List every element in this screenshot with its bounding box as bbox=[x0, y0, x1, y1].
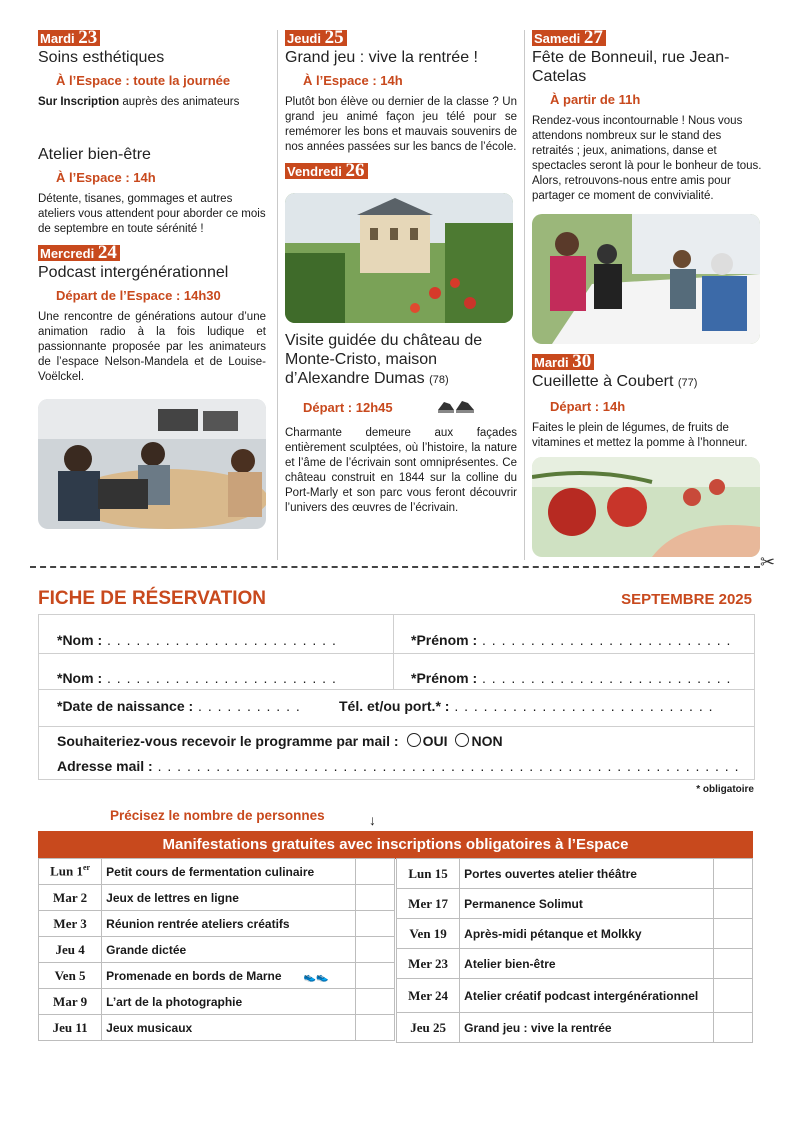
table-row: Mar 9 L’art de la photographie bbox=[39, 989, 395, 1015]
day-badge: Mardi 23 bbox=[38, 30, 100, 46]
count-cell[interactable] bbox=[355, 859, 394, 885]
day-badge: Samedi 27 bbox=[532, 30, 606, 46]
cut-line bbox=[30, 566, 760, 568]
prenom-field-1[interactable]: *Prénom : . . . . . . . . . . . . . . . . . . . . . . . . . . bbox=[411, 632, 732, 648]
column-divider bbox=[524, 30, 525, 560]
form-month: SEPTEMBRE 2025 bbox=[621, 591, 752, 608]
form-title: FICHE DE RÉSERVATION bbox=[38, 588, 267, 609]
table-row: Ven 5 Promenade en bords de Marne 👟👟 bbox=[39, 963, 395, 989]
event-title: Visite guidée du château de Monte-Cristo, maison d’Alexandre Dumas (78) bbox=[285, 332, 483, 387]
mail-field[interactable]: Adresse mail : . . . . . . . . . . . . . . . . . . . . . . . . . . . . . . . . . . . . . . . . . . . . . . . . . . . . . . . . . . . . bbox=[57, 758, 740, 774]
reservation-form bbox=[38, 614, 755, 780]
event-text: Sur Inscription auprès des animateurs bbox=[38, 96, 240, 108]
column-1 bbox=[38, 28, 266, 529]
count-cell[interactable] bbox=[713, 949, 752, 979]
count-cell[interactable] bbox=[355, 911, 394, 937]
event-time: Départ : 14h bbox=[550, 399, 626, 414]
form-row-dob bbox=[39, 689, 754, 727]
non-radio[interactable] bbox=[455, 733, 469, 747]
event-time: À l’Espace : 14h bbox=[303, 73, 403, 88]
count-cell[interactable] bbox=[355, 1015, 394, 1041]
count-cell[interactable] bbox=[713, 859, 752, 889]
event-time: Départ de l’Espace : 14h30 bbox=[56, 288, 221, 303]
event-text: Détente, tisanes, gommages et autres ateliers vous attendent pour aborder ce mois de septembre en toute sérénité ! bbox=[38, 193, 266, 235]
apples-photo bbox=[532, 457, 760, 557]
table-row: Ven 19 Après-midi pétanque et Molkky bbox=[397, 919, 753, 949]
count-cell[interactable] bbox=[713, 919, 752, 949]
day-badge: Vendredi 26 bbox=[285, 163, 368, 179]
event-title: Atelier bien-être bbox=[38, 146, 151, 163]
chateau-photo bbox=[285, 193, 513, 323]
mail-question: Souhaiteriez-vous recevoir le programme par mail : OUI NON bbox=[57, 733, 503, 749]
table-row: Mer 3 Réunion rentrée ateliers créatifs bbox=[39, 911, 395, 937]
event-time: À l’Espace : 14h bbox=[56, 170, 156, 185]
column-3 bbox=[532, 28, 764, 557]
table-row: Mer 17 Permanence Solimut bbox=[397, 889, 753, 919]
event-title: Fête de Bonneuil, rue Jean-Catelas bbox=[532, 49, 730, 85]
schedule-header: Manifestations gratuites avec inscriptions obligatoires à l’Espace bbox=[38, 831, 753, 859]
form-row-name-1 bbox=[39, 615, 754, 654]
table-row: Jeu 11 Jeux musicaux bbox=[39, 1015, 395, 1041]
tel-field[interactable]: Tél. et/ou port.* : . . . . . . . . . . . . . . . . . . . . . . . . . . . bbox=[339, 698, 714, 714]
event-text: Rendez-vous incontournable ! Nous vous attendons nombreux sur le stand des retraités ; jeux, animations, danse et spectacles seront là pour le bonheur de tous. Alors, retrouvons-nous entre amis pour partager ce moment de convivialité. bbox=[532, 115, 762, 202]
mandatory-note: * obligatoire bbox=[696, 784, 754, 795]
count-cell[interactable] bbox=[355, 963, 394, 989]
podcast-photo bbox=[38, 399, 266, 529]
event-text: Faites le plein de légumes, de fruits de vitamines et mettez la pomme à l’honneur. bbox=[532, 422, 748, 449]
table-row: Mar 2 Jeux de lettres en ligne bbox=[39, 885, 395, 911]
event-title: Cueillette à Coubert (77) bbox=[532, 373, 698, 390]
schedule-left bbox=[38, 858, 395, 1041]
event-title: Podcast intergénérationnel bbox=[38, 264, 229, 281]
day-badge: Mercredi 24 bbox=[38, 245, 120, 261]
dob-field[interactable]: *Date de naissance : . . . . . . . . . . . bbox=[57, 698, 301, 714]
count-cell[interactable] bbox=[713, 1013, 752, 1043]
nom-field-1[interactable]: *Nom : . . . . . . . . . . . . . . . . . . . . . . . . bbox=[57, 632, 337, 648]
count-cell[interactable] bbox=[713, 889, 752, 919]
nom-field-2[interactable]: *Nom : . . . . . . . . . . . . . . . . . . . . . . . . bbox=[57, 670, 337, 686]
event-time: Départ : 12h45 bbox=[303, 396, 517, 420]
sneakers-icon: 👟👟 bbox=[303, 971, 329, 983]
count-cell[interactable] bbox=[355, 989, 394, 1015]
schedule-right bbox=[396, 858, 753, 1043]
event-title: Grand jeu : vive la rentrée ! bbox=[285, 49, 478, 66]
count-cell[interactable] bbox=[355, 937, 394, 963]
table-row: Jeu 4 Grande dictée bbox=[39, 937, 395, 963]
table-row: Lun 15 Portes ouvertes atelier théâtre bbox=[397, 859, 753, 889]
day-badge: Mardi 30 bbox=[532, 354, 594, 370]
column-divider bbox=[277, 30, 278, 560]
table-row: Jeu 25 Grand jeu : vive la rentrée bbox=[397, 1013, 753, 1043]
fete-photo bbox=[532, 214, 760, 344]
event-text: Charmante demeure aux façades entièrement sculptées, où l’histoire, la nature et l’âme de l’écrivain sont omniprésentes. Ce château construit en 1844 sur la colline du Port-Marly et son parc vous feront découvrir l’univers des œuvres de l’écrivain. bbox=[285, 427, 517, 514]
prenom-field-2[interactable]: *Prénom : . . . . . . . . . . . . . . . . . . . . . . . . . . bbox=[411, 670, 732, 686]
event-text: Plutôt bon élève ou dernier de la classe ? Un grand jeu animé façon jeu télé pour se remémorer les bons et mauvais souvenirs de nos années passées sur les bancs de l’école. bbox=[285, 96, 517, 153]
arrow-down-icon: ↓ bbox=[369, 812, 376, 828]
table-row: Lun 1er Petit cours de fermentation culinaire bbox=[39, 859, 395, 885]
table-row: Mer 23 Atelier bien-être bbox=[397, 949, 753, 979]
event-title: Soins esthétiques bbox=[38, 49, 165, 66]
event-time: À l’Espace : toute la journée bbox=[56, 73, 231, 88]
form-row-name-2 bbox=[39, 653, 754, 690]
column-2 bbox=[285, 28, 517, 516]
event-time: À partir de 11h bbox=[550, 92, 641, 107]
scissors-icon: ✂ bbox=[760, 552, 776, 572]
sneakers-icon bbox=[436, 396, 476, 420]
day-badge: Jeudi 25 bbox=[285, 30, 347, 46]
event-text: Une rencontre de générations autour d’une animation radio à la fois ludique et passionnante proposée par les animateurs de l’espace Nelson-Mandela et de Louise-Voëlckel. bbox=[38, 311, 266, 383]
oui-radio[interactable] bbox=[407, 733, 421, 747]
count-hint: Précisez le nombre de personnes bbox=[110, 808, 325, 823]
count-cell[interactable] bbox=[355, 885, 394, 911]
count-cell[interactable] bbox=[713, 979, 752, 1013]
table-row: Mer 24 Atelier créatif podcast intergénérationnel bbox=[397, 979, 753, 1013]
